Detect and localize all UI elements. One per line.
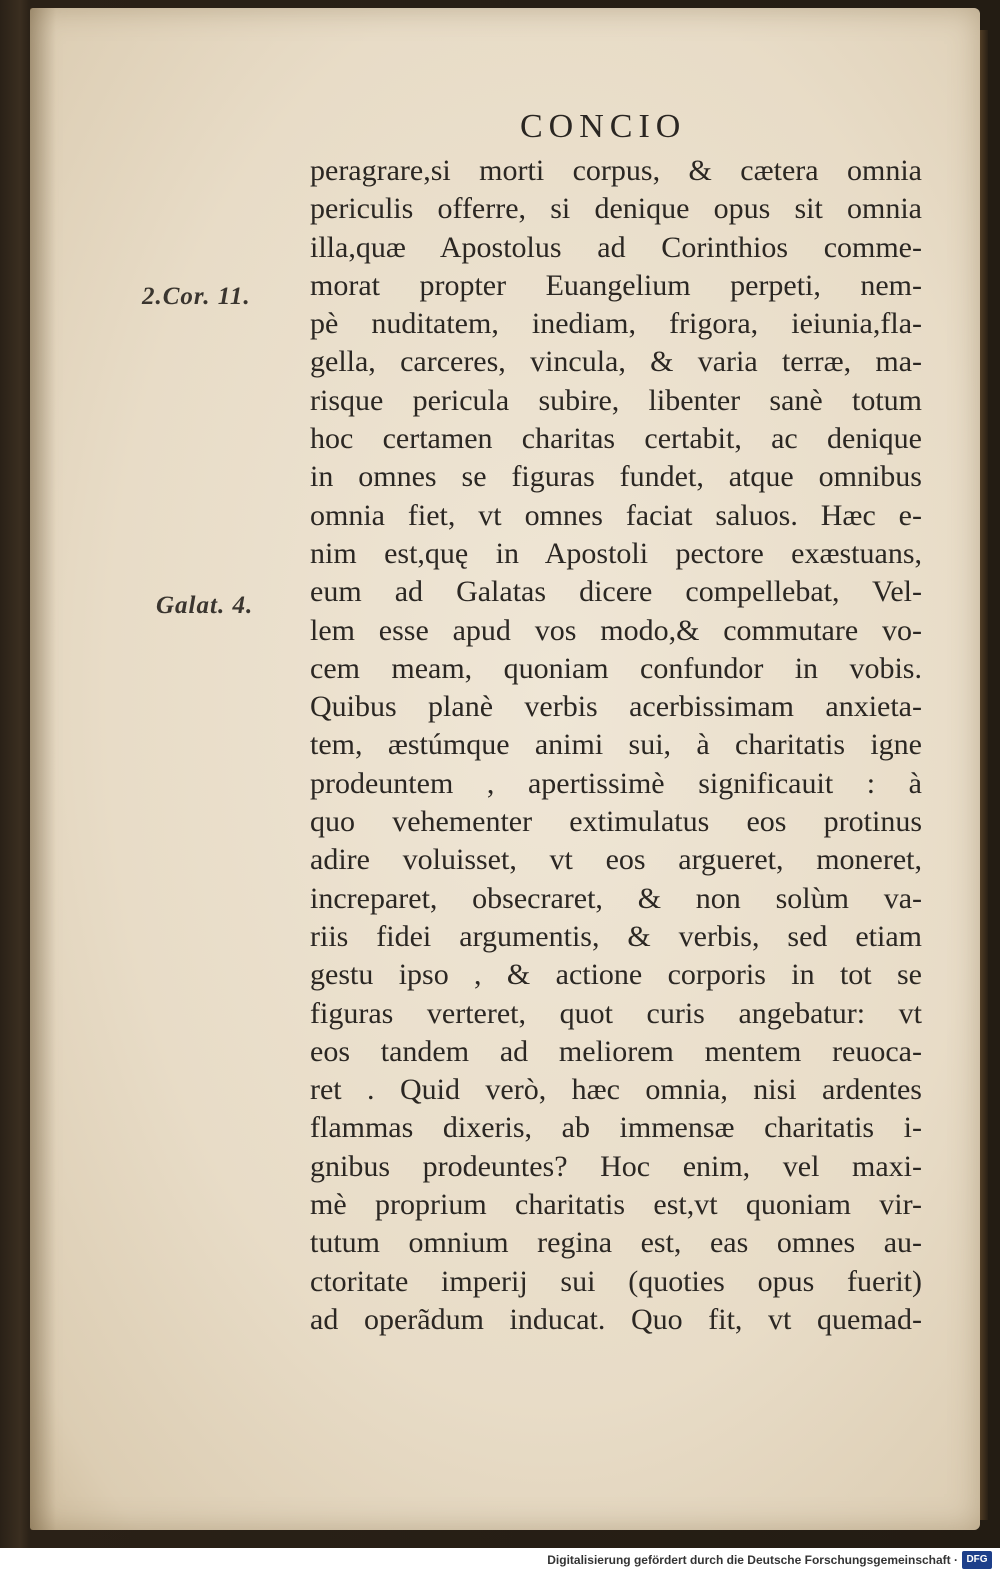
- body-line: prodeuntem , apertissimè significauit : à: [310, 766, 922, 800]
- body-line: tutum omnium regina est, eas omnes au-: [310, 1226, 922, 1260]
- body-line: hoc certamen charitas certabit, ac denique: [310, 422, 922, 456]
- body-line: eum ad Galatas dicere compellebat, Vel-: [310, 575, 922, 609]
- body-line: illa,quæ Apostolus ad Corinthios comme-: [310, 230, 922, 264]
- body-line: peragrare,si morti corpus, & cætera omnia: [310, 154, 922, 187]
- body-line: flammas dixeris, ab immensæ charitatis i-: [310, 1111, 922, 1145]
- body-line: omnia fiet, vt omnes faciat saluos. Hæc e-: [310, 498, 922, 532]
- running-head: CONCIO: [520, 108, 687, 145]
- body-line: in omnes se figuras fundet, atque omnibus: [310, 460, 922, 494]
- body-text: [310, 152, 922, 1339]
- body-line: figuras verteret, quot curis angebatur: vt: [310, 996, 922, 1030]
- body-line: periculis offerre, si denique opus sit omnia: [310, 192, 922, 226]
- body-line: Quibus planè verbis acerbissimam anxieta-: [310, 690, 922, 724]
- body-line: quo vehementer extimulatus eos protinus: [310, 805, 922, 839]
- body-line: ad operãdum inducat. Quo fit, vt quemad-: [310, 1302, 922, 1336]
- body-line: ctoritate imperij sui (quoties opus fuerit): [310, 1264, 922, 1298]
- body-line: riis fidei argumentis, & verbis, sed etiam: [310, 919, 922, 953]
- body-line: ret . Quid verò, hæc omnia, nisi ardentes: [310, 1073, 922, 1107]
- marginal-note-cor: 2.Cor. 11.: [142, 283, 251, 310]
- body-line: gnibus prodeuntes? Hoc enim, vel maxi-: [310, 1149, 922, 1183]
- body-line: cem meam, quoniam confundor in vobis.: [310, 651, 922, 685]
- body-line: mè proprium charitatis est,vt quoniam vir-: [310, 1188, 922, 1222]
- dfg-logo-icon: DFG: [962, 1551, 992, 1569]
- funding-credit: Digitalisierung gefördert durch die Deutsche Forschungsgemeinschaft ·: [547, 1553, 958, 1567]
- body-line: eos tandem ad meliorem mentem reuoca-: [310, 1034, 922, 1068]
- body-line: gestu ipso , & actione corporis in tot se: [310, 958, 922, 992]
- body-line: pè nuditatem, inediam, frigora, ieiunia,fla-: [310, 307, 922, 341]
- body-line: tem, æstúmque animi sui, à charitatis igne: [310, 728, 922, 762]
- body-line: risque pericula subire, libenter sanè totum: [310, 383, 922, 417]
- body-line: gella, carceres, vincula, & varia terræ, ma-: [310, 345, 922, 379]
- body-line: morat propter Euangelium perpeti, nem-: [310, 268, 922, 302]
- body-line: lem esse apud vos modo,& commutare vo-: [310, 613, 922, 647]
- body-line: nim est,quę in Apostoli pectore exæstuans,: [310, 536, 922, 570]
- body-line: increparet, obsecraret, & non solùm va-: [310, 881, 922, 915]
- body-line: adire voluisset, vt eos argueret, moneret,: [310, 843, 922, 877]
- marginal-note-galat: Galat. 4.: [156, 592, 254, 619]
